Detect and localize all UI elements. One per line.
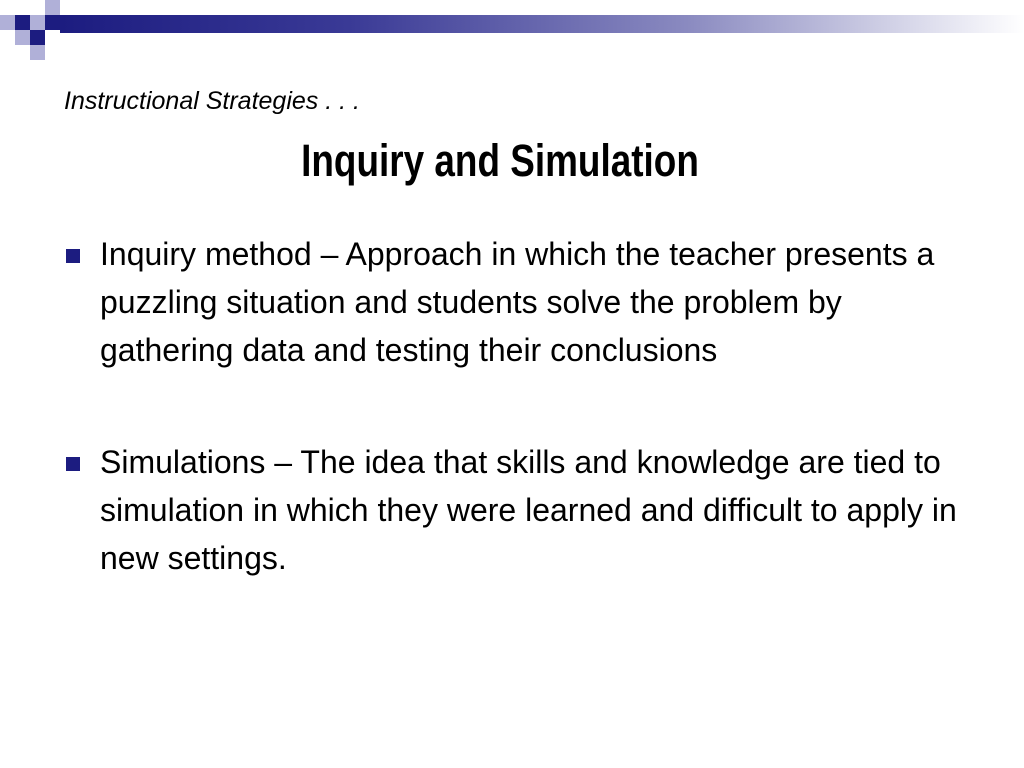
checker-square-icon [30,15,45,30]
checker-square-icon [45,0,60,15]
square-bullet-icon [66,457,80,471]
slide-subtitle: Instructional Strategies . . . [64,87,360,115]
slide-title: Inquiry and Simulation [301,135,699,186]
checker-square-icon [0,15,15,30]
bullet-text: Simulations – The idea that skills and knowledge are tied to simulation in which they were learned and difficult to apply in new settings. [100,444,957,576]
checker-square-icon [30,30,45,45]
bullet-list [64,230,964,582]
checker-square-icon [15,30,30,45]
checker-square-icon [15,15,30,30]
bullet-item [64,230,964,374]
checker-square-icon [30,45,45,60]
square-bullet-icon [66,249,80,263]
checker-square-icon [45,15,60,30]
bullet-text: Inquiry method – Approach in which the teacher presents a puzzling situation and students solve the problem by gathering data and testing their conclusions [100,236,935,368]
bullet-item [64,438,964,582]
decorative-header-band [0,0,1024,64]
header-gradient-bar [60,15,1024,33]
